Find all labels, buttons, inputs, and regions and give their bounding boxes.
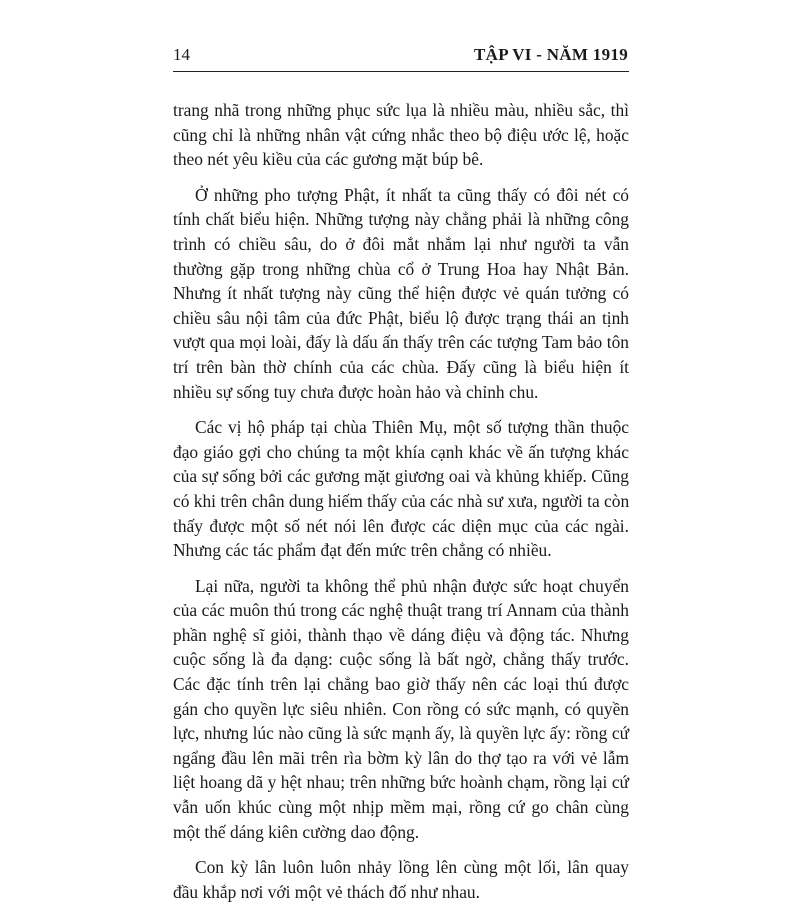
text-line: thấy được một số nét nói lên được các diện mục của các ngài. [173,515,629,536]
text-line: Các vị hộ pháp tại chùa Thiên Mụ, một số tượng thần thuộc [195,417,629,438]
text-line: liệt hoang dã y hệt nhau; trên những bức hoành chạm, rồng lại cứ [173,772,629,793]
paragraph [173,855,629,904]
text-line: Nhưng các tác phẩm đạt đến mức trên chẳng có nhiều. [173,540,552,561]
running-title: TẬP VI - NĂM 1919 [473,45,628,64]
text-line: trình có chiều sâu, do ở đôi mắt nhắm lại như người ta vẫn [173,233,629,254]
page-number: 14 [173,45,190,64]
text-line: gán cho quyền lực siêu nhiên. Con rồng có sức mạnh, có quyền [173,698,629,719]
text-line: thường gặp trong những chùa cổ ở Trung Hoa hay Nhật Bản. [173,258,629,279]
body-text [173,98,629,915]
text-line: của sự sống bởi các gương mặt giương oai và khủng khiếp. Cũng [173,466,629,487]
text-line: Lại nữa, người ta không thể phủ nhận được sức hoạt chuyển [195,575,629,596]
text-line: cuộc sống là đa dạng: cuộc sống là bất ngờ, chẳng thấy trước. [173,649,629,670]
text-line: ngẩng đầu lên mãi trên rìa bờm kỳ lân do thợ tạo ra với vẻ lẫm [173,747,629,768]
text-line: nhiều sự sống tuy chưa được hoàn hảo và chỉnh chu. [173,381,539,402]
text-line: tính chất biểu hiện. Những tượng này chẳng phải là những công [173,209,629,230]
text-line: Nhưng ít nhất tượng này cũng thể hiện được vẻ quán tưởng có [173,283,629,304]
paragraph [173,183,629,404]
text-line: trí trên bàn thờ chính của các chùa. Đấy cũng là biểu hiện ít [173,356,629,377]
header-rule [173,71,629,72]
text-line: theo nét yêu kiều của các gương mặt búp bê. [173,149,484,170]
text-line: đầu khắp nơi với một vẻ thách đố như nhau. [173,881,480,902]
text-line: Con kỳ lân luôn luôn nhảy lồng lên cùng một lối, lân quay [195,857,629,878]
text-line: cũng chỉ là những nhân vật cứng nhắc theo bộ điệu ước lệ, hoặc [173,124,629,145]
paragraph [173,574,629,845]
text-line: của các muôn thú trong các nghệ thuật trang trí Annam của thành [173,600,629,621]
text-line: một thế dáng kiên cường dao động. [173,821,420,842]
text-line: lực, nhưng lúc nào cũng là sức mạnh ấy, là quyền lực ấy: rồng cứ [173,723,629,744]
paragraph [173,415,629,563]
text-line: vẫn uốn khúc cùng một nhịp mềm mại, rồng cứ go chân cùng [173,797,629,818]
text-line: vượt qua mọi loài, đấy là dấu ấn thấy trên các tượng Tam bảo tôn [173,332,629,353]
page-header [173,44,628,68]
text-line: đạo giáo gợi cho chúng ta một khía cạnh khác về ấn tượng khác [173,441,629,462]
text-line: có khi trên chân dung hiếm thấy của các nhà sư xưa, người ta còn [173,490,630,511]
text-line: trang nhã trong những phục sức lụa là nhiều màu, nhiều sắc, thì [173,100,629,120]
text-line: phần nghệ sĩ giỏi, thành thạo về dáng điệu và động tác. Nhưng [173,624,629,645]
text-line: Các đặc tính trên lại chẳng bao giờ thấy nên các loại thú được [173,674,629,695]
text-line: Ở những pho tượng Phật, ít nhất ta cũng thấy có đôi nét có [195,184,629,205]
text-line: chiều sâu nội tâm của đức Phật, biểu lộ được trạng thái an tịnh [173,307,629,328]
paragraph [173,98,629,172]
